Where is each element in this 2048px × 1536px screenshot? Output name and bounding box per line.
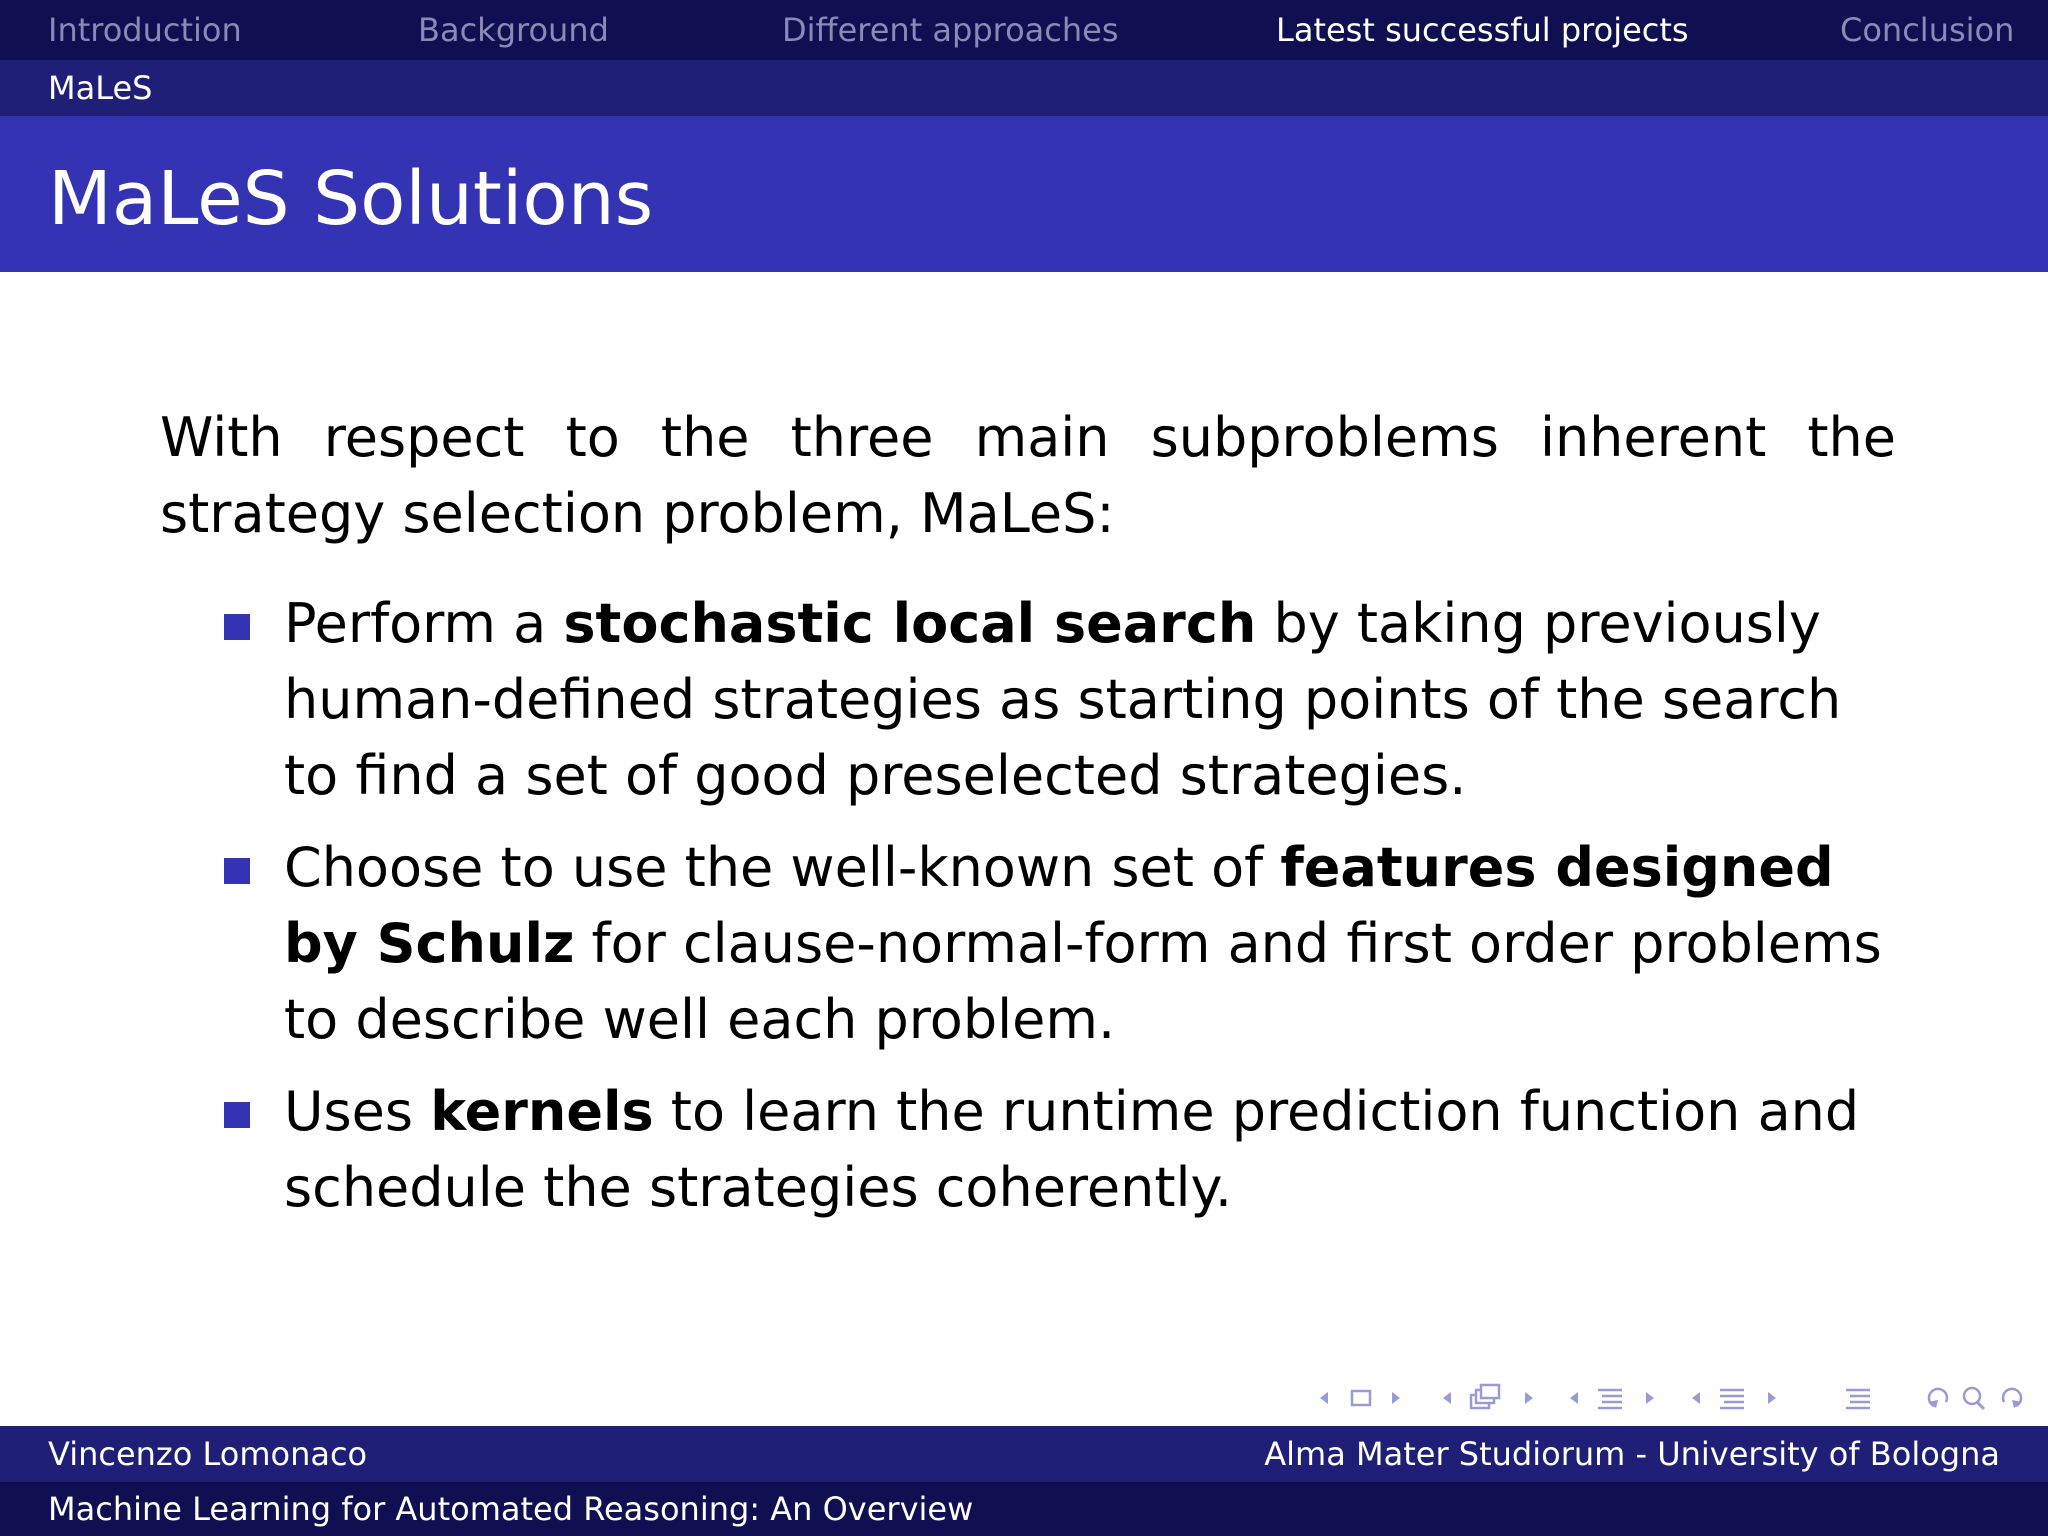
subsection-list-nav-icon[interactable] bbox=[1684, 1378, 1789, 1418]
bullet-square-icon bbox=[224, 1102, 250, 1128]
nav-section-latest-successful-projects[interactable]: Latest successful projects bbox=[1276, 11, 1689, 49]
bullet-item bbox=[160, 586, 1896, 814]
bullet-list bbox=[160, 586, 1896, 1226]
bullet-text-before: Uses bbox=[284, 1080, 431, 1143]
navigation-symbols bbox=[1310, 1378, 2030, 1418]
search-nav-icon[interactable] bbox=[1920, 1378, 2030, 1418]
subsection-label[interactable]: MaLeS bbox=[48, 69, 153, 107]
section-nav-icon[interactable] bbox=[1562, 1378, 1667, 1418]
subsection-bar bbox=[0, 60, 2048, 116]
bullet-item bbox=[160, 1074, 1896, 1226]
document-nav-icon[interactable] bbox=[1834, 1378, 1884, 1418]
bullet-square-icon bbox=[224, 858, 250, 884]
bullet-text bbox=[284, 1080, 1859, 1219]
nav-section-different-approaches[interactable]: Different approaches bbox=[782, 11, 1119, 49]
bullet-text-after: to learn the runtime prediction function and schedule the strategies coherently. bbox=[284, 1080, 1860, 1219]
nav-section-background[interactable]: Background bbox=[418, 11, 609, 49]
frame-nav-icon[interactable] bbox=[1310, 1378, 1410, 1418]
bullet-text bbox=[284, 592, 1841, 807]
bullet-item bbox=[160, 830, 1896, 1058]
bullet-text-bold: features designed by Schulz bbox=[284, 836, 1834, 975]
footer-author-bar bbox=[0, 1426, 2048, 1482]
bullet-square-icon bbox=[224, 614, 250, 640]
footer-title-bar bbox=[0, 1482, 2048, 1536]
section-navigation-bar bbox=[0, 0, 2048, 60]
bullet-text-bold: kernels bbox=[430, 1080, 654, 1143]
nav-section-conclusion[interactable]: Conclusion bbox=[1840, 11, 2015, 49]
footer-author: Vincenzo Lomonaco bbox=[48, 1435, 368, 1473]
bullet-text-before: Perform a bbox=[284, 592, 564, 655]
slide-content bbox=[160, 400, 1896, 1242]
footer-institute: Alma Mater Studiorum - University of Bologna bbox=[1264, 1435, 2000, 1473]
footer-presentation-title: Machine Learning for Automated Reasoning: An Overview bbox=[48, 1490, 974, 1528]
intro-paragraph: With respect to the three main subproblems inherent the strategy selection problem, MaLeS: bbox=[160, 406, 1896, 545]
bullet-text-after: for clause-normal-form and first order problems to describe well each problem. bbox=[284, 912, 1882, 1051]
bullet-text-before: Choose to use the well-known set of bbox=[284, 836, 1281, 899]
frame-title: MaLeS Solutions bbox=[48, 156, 654, 242]
bullet-text bbox=[284, 836, 1882, 1051]
bullet-text-bold: stochastic local search bbox=[563, 592, 1257, 655]
bullet-text-after: by taking previously human-defined strategies as starting points of the search to find a set of good preselected strategies. bbox=[284, 592, 1842, 807]
subsection-nav-icon[interactable] bbox=[1435, 1378, 1545, 1418]
frame-title-bar bbox=[0, 116, 2048, 272]
nav-section-introduction[interactable]: Introduction bbox=[48, 11, 242, 49]
